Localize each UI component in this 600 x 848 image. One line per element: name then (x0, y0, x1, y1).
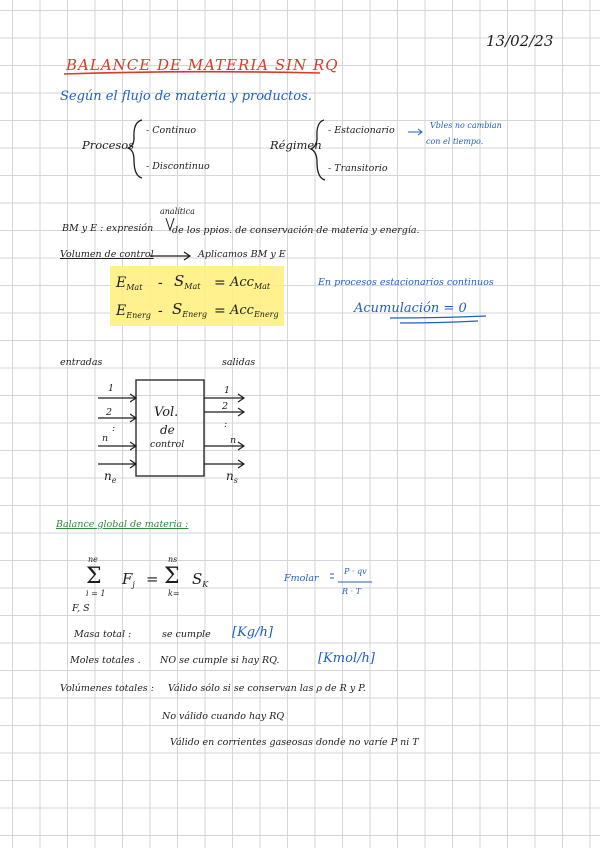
eq-mat-equals: = (214, 275, 226, 291)
regimen-transitorio: - Transitorio (328, 163, 388, 174)
note-extra-2: Válido en corrientes gaseosas donde no varíe P ni T (170, 737, 419, 748)
diagram-out-last-n: n (226, 469, 234, 483)
note-volumenes-text: Válido sólo si se conservan las ρ de R y P. (168, 683, 366, 694)
sum-left-bottom: i = 1 (86, 589, 106, 598)
definition-prefix: BM y E : expresión (62, 223, 154, 234)
eq-mat-minus: - (158, 275, 163, 291)
eq-energ-s: S (172, 300, 183, 318)
input-arrows (98, 394, 136, 468)
definition-insert: analítica (160, 207, 195, 216)
date: 13/02/23 (486, 32, 554, 50)
regimen-brace (311, 120, 325, 180)
eq-energ-minus: - (158, 303, 163, 319)
procesos-brace (128, 120, 142, 178)
definition-caret (166, 218, 174, 230)
eq-mat-s-sub: Mat (184, 282, 201, 291)
eq-mat-e: E (116, 275, 127, 291)
eq-energ-e-sub: Energ (126, 311, 151, 320)
eq-energ-s-sub: Energ (182, 310, 207, 319)
note-masa-text: se cumple (162, 629, 211, 640)
global-fs: F, S (72, 603, 90, 614)
title-underline (64, 72, 320, 74)
diagram-in-2: 2 (106, 407, 113, 418)
volumen-rest: Aplicamos BM y E (198, 249, 286, 260)
diagram-out-2: 2 (222, 401, 229, 412)
global-s-sub: K (202, 580, 209, 589)
diagram-out-1: 1 (224, 385, 231, 396)
regimen-estacionario: - Estacionario (328, 125, 395, 136)
fmolar-den: R · T (342, 587, 361, 596)
diagram-box-line1: Vol. (154, 405, 179, 420)
eq-mat-acc: Acc (230, 275, 254, 290)
diagram-entradas: entradas (60, 357, 103, 368)
eq-energ-equals: = (214, 303, 226, 319)
global-equals: = (146, 570, 159, 588)
diagram-salidas: salidas (222, 357, 256, 368)
stationary-line2: Acumulación = 0 (354, 301, 467, 316)
volumen-arrow (150, 252, 190, 260)
stationary-line1: En procesos estacionarios continuos (318, 277, 494, 288)
global-f-sub: j (132, 580, 135, 589)
sum-right-bottom: k= (168, 589, 180, 598)
control-volume-box (136, 380, 204, 476)
sum-right-sigma: Σ (164, 564, 180, 589)
eq-mat-acc-sub: Mat (253, 282, 271, 291)
regimen-note-line2: con el tiempo. (426, 137, 484, 146)
diagram-out-dots: : (224, 419, 228, 430)
procesos-discontinuo: - Discontinuo (146, 161, 210, 172)
note-moles-unit: [Kmol/h] (318, 651, 375, 666)
diagram-in-last-n: n (104, 469, 112, 483)
diagram-in-last-sub: e (111, 476, 117, 485)
note-masa-lead: Masa total : (74, 629, 132, 640)
regimen-note-arrow (408, 129, 422, 135)
global-s-term: S (192, 570, 203, 588)
diagram-out-3: n (230, 435, 237, 446)
diagram-box-line3: control (150, 439, 185, 450)
global-heading: Balance global de materia : (56, 519, 189, 530)
procesos-continuo: - Continuo (146, 125, 197, 136)
eq-mat-e-sub: Mat (126, 283, 143, 292)
note-moles-text: NO se cumple si hay RQ. (160, 655, 280, 666)
sum-left-top: ne (88, 555, 98, 564)
page-title: BALANCE DE MATERIA SIN RQ (66, 56, 339, 74)
output-arrows (204, 394, 244, 468)
fmolar-equals (330, 574, 334, 578)
diagram-in-3: n (102, 433, 109, 444)
diagram-out-last-sub: s (233, 476, 238, 485)
diagram-in-dots: : (112, 423, 116, 434)
eq-mat-s: S (174, 272, 185, 290)
acumulacion-underline-1 (390, 316, 486, 318)
procesos-label: Procesos (82, 138, 135, 152)
eq-energ-acc: Acc (230, 303, 254, 318)
volumen-label: Volumen de control (60, 249, 154, 260)
note-moles-lead: Moles totales . (70, 655, 141, 666)
note-extra-1: No válido cuando hay RQ (162, 711, 285, 722)
eq-energ-acc-sub: Energ (253, 310, 279, 319)
acumulacion-underline-2 (400, 321, 478, 323)
sum-left-sigma: Σ (86, 564, 102, 589)
eq-energ-e: E (116, 303, 127, 319)
subtitle: Según el flujo de materia y productos. (60, 89, 312, 104)
diagram-in-1: 1 (108, 383, 115, 394)
regimen-note-line1: Vbles no cambian (430, 121, 502, 130)
fmolar-label: Fmolar (284, 573, 319, 584)
regimen-label: Régimen (270, 138, 322, 152)
note-masa-unit: [Kg/h] (232, 625, 273, 640)
definition-rest: de los ppios. de conservación de materia y energía. (172, 225, 420, 236)
diagram-box-line2: de (160, 423, 175, 437)
global-f-term: F (122, 570, 133, 588)
fmolar-num: P · qv (344, 567, 367, 576)
note-volumenes-lead: Volúmenes totales : (60, 683, 154, 694)
sum-right-top: ns (168, 555, 178, 564)
